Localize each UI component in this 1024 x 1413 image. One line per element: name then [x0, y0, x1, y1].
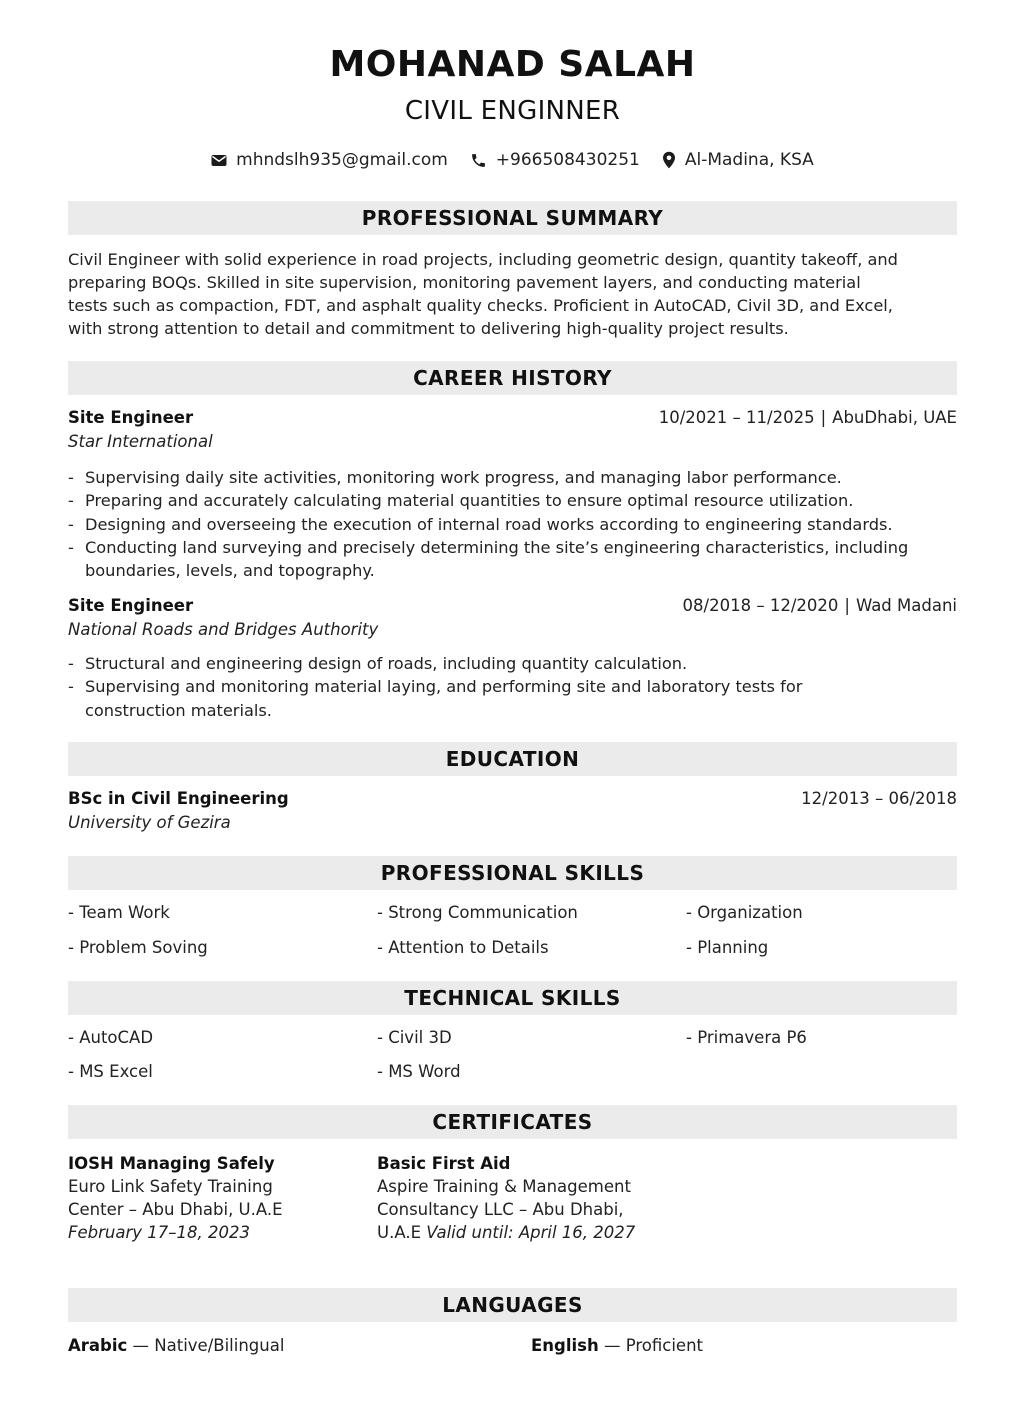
location-text: Al-Madina, KSA: [684, 150, 814, 170]
email-text[interactable]: mhndslh935@gmail.com: [236, 150, 448, 170]
job-bullet: [68, 489, 957, 512]
job-bullet: [68, 675, 868, 722]
contact-phone[interactable]: [470, 150, 640, 170]
certificate-item: [68, 1152, 338, 1244]
job-bullet: [68, 513, 957, 536]
summary-line: preparing BOQs. Skilled in site supervision, monitoring pavement layers, and conducting material: [68, 273, 861, 292]
job-meta: [659, 408, 957, 427]
career-heading: CAREER HISTORY: [68, 361, 957, 395]
dash-marker: -: [68, 677, 74, 697]
language-item: [531, 1336, 703, 1355]
skill-item: - Primavera P6: [686, 1028, 807, 1047]
skill-item: - Team Work: [68, 903, 170, 922]
certificate-issuer: Aspire Training & Management: [377, 1177, 631, 1196]
envelope-icon: [211, 154, 227, 167]
job-org: National Roads and Bridges Authority: [68, 620, 379, 639]
dash-marker: -: [68, 514, 74, 534]
job-meta: [683, 596, 957, 615]
technical-skills-heading: TECHNICAL SKILLS: [68, 981, 957, 1015]
job-bullets: [68, 466, 957, 582]
certificate-title: IOSH Managing Safely: [68, 1154, 275, 1173]
job-dates: 08/2018 – 12/2020: [682, 596, 839, 615]
candidate-role: CIVIL ENGINNER: [404, 96, 621, 126]
certificate-issuer: Center – Abu Dhabi, U.A.E: [68, 1200, 283, 1219]
job-bullet: [68, 652, 868, 675]
certificate-title: Basic First Aid: [377, 1154, 511, 1173]
summary-line: tests such as compaction, FDT, and asphalt quality checks. Proficient in AutoCAD, Civil 3D, and Excel,: [68, 296, 893, 315]
certificate-issuer-date: [377, 1221, 647, 1244]
dash-marker: -: [68, 654, 74, 673]
job-bullet-text: Structural and engineering design of roads, including quantity calculation.: [85, 654, 688, 673]
dash-marker: -: [68, 537, 74, 557]
education-heading: EDUCATION: [68, 742, 957, 776]
languages-heading: LANGUAGES: [68, 1288, 957, 1322]
skill-item: - MS Word: [377, 1062, 461, 1081]
skill-item: - Civil 3D: [377, 1028, 452, 1047]
job-meta-separator: |: [844, 596, 850, 615]
certificate-item: [377, 1152, 647, 1244]
summary-text: [68, 248, 957, 340]
job-bullet-text: Supervising daily site activities, monitoring work progress, and managing labor performance.: [85, 468, 842, 487]
job-place: Wad Madani: [855, 596, 957, 615]
job-title: Site Engineer: [68, 596, 194, 615]
location-pin-icon: [662, 151, 676, 169]
education-degree: BSc in Civil Engineering: [68, 789, 289, 808]
skill-item: - AutoCAD: [68, 1028, 154, 1047]
candidate-name: MOHANAD SALAH: [329, 44, 696, 85]
skill-item: - MS Excel: [68, 1062, 153, 1081]
contact-location: [662, 150, 814, 170]
job-bullet-text: Designing and overseeing the execution of internal road works according to engineering standards.: [85, 514, 893, 534]
certificate-issuer: Euro Link Safety Training: [68, 1177, 273, 1196]
summary-heading: PROFESSIONAL SUMMARY: [68, 201, 957, 235]
phone-icon: [470, 152, 487, 169]
education-dates: 12/2013 – 06/2018: [801, 789, 957, 808]
dash-marker: -: [68, 491, 74, 511]
skill-item: - Organization: [686, 903, 803, 922]
job-bullet-text: Conducting land surveying and precisely determining the site’s engineering characteristics, including boundaries, levels, and topography.: [85, 537, 909, 581]
certificates-heading: CERTIFICATES: [68, 1105, 957, 1139]
job-place: AbuDhabi, UAE: [832, 408, 957, 427]
skill-item: - Strong Communication: [377, 903, 578, 922]
job-bullet-text: Supervising and monitoring material laying, and performing site and laboratory tests for construction materials.: [85, 677, 803, 720]
language-level: — Proficient: [598, 1336, 704, 1355]
job-bullet-text: Preparing and accurately calculating material quantities to ensure optimal resource utilization.: [85, 491, 854, 511]
job-title: Site Engineer: [68, 408, 194, 427]
job-bullet: [68, 536, 957, 583]
language-name: English: [531, 1336, 599, 1355]
job-bullets: [68, 652, 868, 722]
certificate-date: Valid until: April 16, 2027: [426, 1223, 636, 1242]
dash-marker: -: [68, 468, 74, 487]
job-meta-separator: |: [820, 408, 827, 427]
contact-bar: [68, 150, 957, 170]
language-level: — Native/Bilingual: [127, 1336, 285, 1355]
skill-item: - Attention to Details: [377, 938, 549, 957]
certificate-issuer: Consultancy LLC – Abu Dhabi,: [377, 1200, 624, 1219]
job-dates: 10/2021 – 11/2025: [658, 408, 815, 427]
phone-text[interactable]: +966508430251: [495, 150, 640, 170]
job-bullet: [68, 466, 957, 489]
skill-item: - Planning: [686, 938, 769, 957]
education-school: University of Gezira: [68, 813, 231, 832]
certificate-date: February 17–18, 2023: [68, 1223, 250, 1242]
professional-skills-heading: PROFESSIONAL SKILLS: [68, 856, 957, 890]
job-org: Star International: [68, 432, 213, 451]
contact-email[interactable]: [211, 150, 448, 170]
language-item: [68, 1336, 284, 1355]
skill-item: - Problem Soving: [68, 938, 208, 957]
summary-line: with strong attention to detail and commitment to delivering high-quality project results.: [68, 319, 789, 338]
summary-line: Civil Engineer with solid experience in road projects, including geometric design, quantity takeoff, and: [68, 250, 898, 269]
certificate-issuer: U.A.E: [377, 1223, 421, 1242]
language-name: Arabic: [68, 1336, 128, 1355]
